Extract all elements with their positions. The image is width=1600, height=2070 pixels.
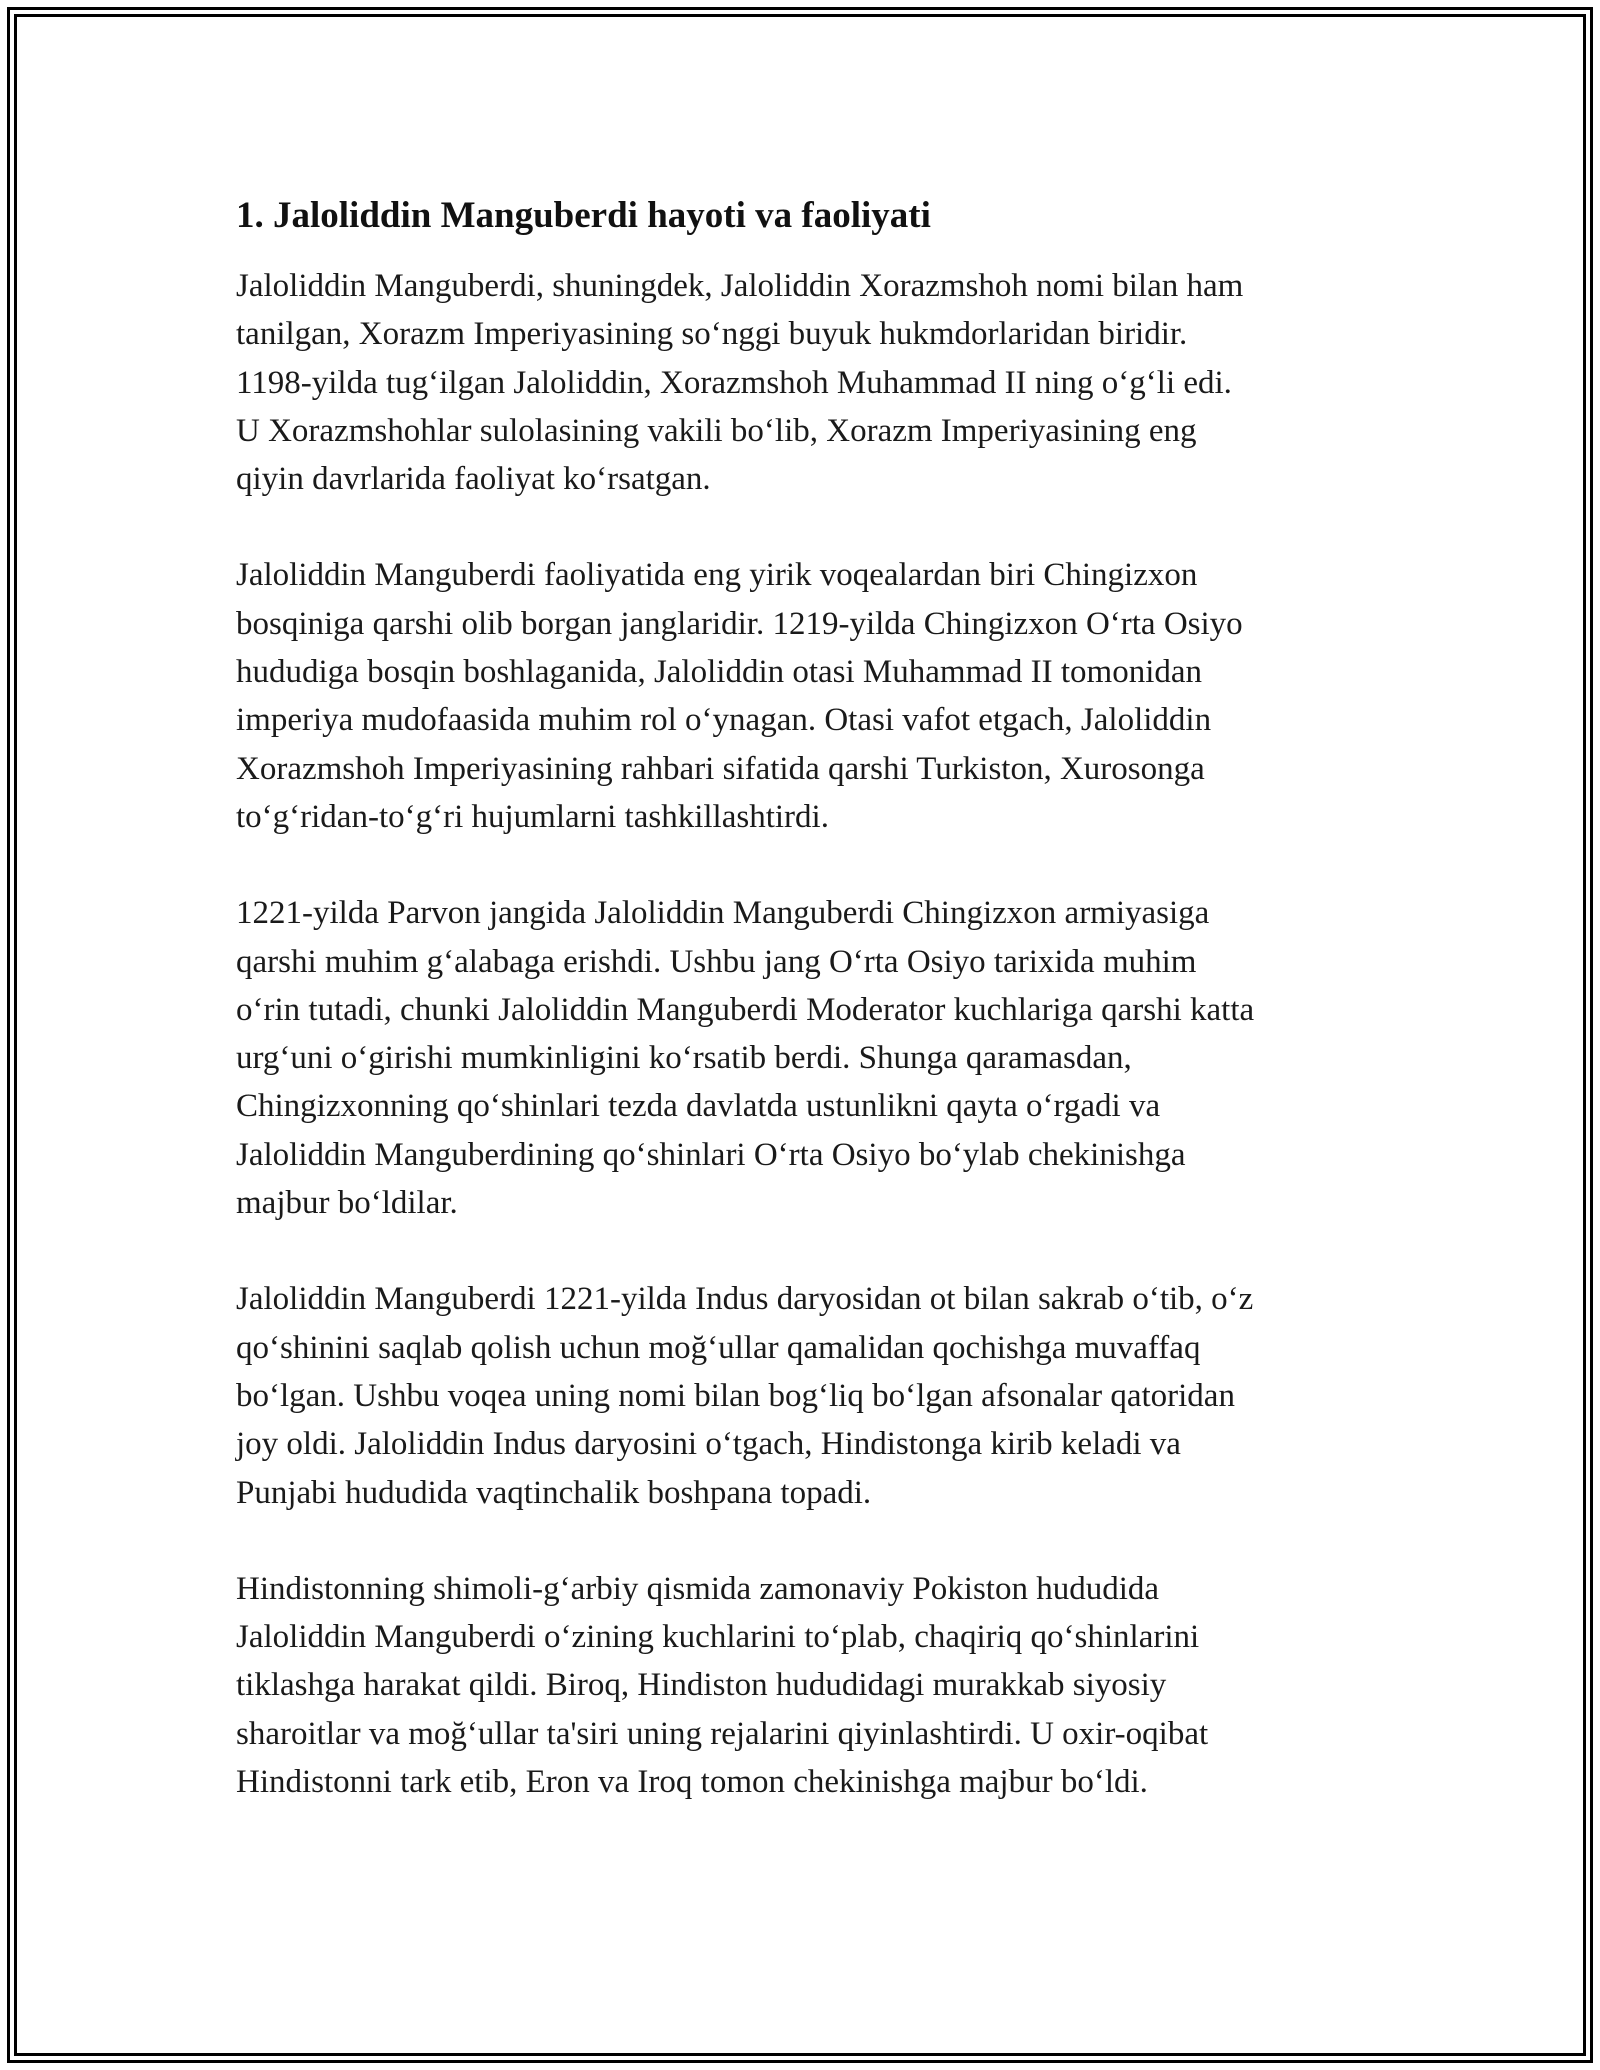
paragraph-list — [236, 262, 1386, 1806]
paragraph-line: 1198-yilda tug‘ilgan Jaloliddin, Xorazmshoh Muhammad II ning o‘g‘li edi. — [236, 364, 1232, 401]
paragraph-line: Chingizxonning qo‘shinlari tezda davlatda ustunlikni qayta o‘rgadi va — [236, 1088, 1161, 1125]
paragraph-line: bosqiniga qarshi olib borgan janglaridir. 1219-yilda Chingizxon O‘rta Osiyo — [236, 605, 1243, 642]
paragraph-line: Jaloliddin Manguberdi o‘zining kuchlarini to‘plab, chaqiriq qo‘shinlarini — [236, 1619, 1200, 1656]
paragraph — [236, 551, 1386, 841]
paragraph — [236, 1565, 1386, 1806]
paragraph-line: tanilgan, Xorazm Imperiyasining so‘nggi buyuk hukmdorlaridan biridir. — [236, 316, 1188, 353]
paragraph — [236, 262, 1386, 503]
paragraph — [236, 889, 1386, 1227]
paragraph-line: tiklashga harakat qildi. Biroq, Hindiston hududidagi murakkab siyosiy — [236, 1667, 1167, 1704]
paragraph-line: Jaloliddin Manguberdining qo‘shinlari O‘rta Osiyo bo‘ylab chekinishga — [236, 1136, 1186, 1173]
paragraph-line: Jaloliddin Manguberdi faoliyatida eng yirik voqealardan biri Chingizxon — [236, 557, 1198, 594]
paragraph-line: qarshi muhim g‘alabaga erishdi. Ushbu jang O‘rta Osiyo tarixida muhim — [236, 943, 1197, 980]
paragraph-line: U Xorazmshohlar sulolasining vakili bo‘lib, Xorazm Imperiyasining eng — [236, 412, 1197, 449]
paragraph-line: Jaloliddin Manguberdi 1221-yilda Indus daryosidan ot bilan sakrab o‘tib, o‘z — [236, 1281, 1254, 1318]
paragraph-line: qo‘shinini saqlab qolish uchun moğ‘ullar qamalidan qochishga muvaffaq — [236, 1329, 1201, 1366]
paragraph — [236, 1275, 1386, 1516]
paragraph-line: hududiga bosqin boshlaganida, Jaloliddin otasi Muhammad II tomonidan — [236, 654, 1203, 691]
paragraph-line: Hindistonni tark etib, Eron va Iroq tomon chekinishga majbur bo‘ldi. — [236, 1764, 1148, 1801]
section-heading: 1. Jaloliddin Manguberdi hayoti va faoliyati — [236, 195, 931, 236]
paragraph-line: urg‘uni o‘girishi mumkinligini ko‘rsatib berdi. Shunga qaramasdan, — [236, 1040, 1132, 1077]
paragraph-line: o‘rin tutadi, chunki Jaloliddin Manguberdi Moderator kuchlariga qarshi katta — [236, 991, 1255, 1028]
paragraph-line: to‘g‘ridan-to‘g‘ri hujumlarni tashkillashtirdi. — [236, 798, 829, 835]
paragraph-line: 1221-yilda Parvon jangida Jaloliddin Manguberdi Chingizxon armiyasiga — [236, 895, 1210, 932]
paragraph-line: majbur bo‘ldilar. — [236, 1185, 458, 1222]
paragraph-line: Xorazmshoh Imperiyasining rahbari sifatida qarshi Turkiston, Xurosonga — [236, 750, 1205, 787]
paragraph-line: sharoitlar va moğ‘ullar ta'siri uning rejalarini qiyinlashtirdi. U oxir-oqibat — [236, 1715, 1209, 1752]
paragraph-line: joy oldi. Jaloliddin Indus daryosini o‘tgach, Hindistonga kirib keladi va — [236, 1426, 1181, 1463]
paragraph-line: bo‘lgan. Ushbu voqea uning nomi bilan bog‘liq bo‘lgan afsonalar qatoridan — [236, 1377, 1235, 1414]
paragraph-line: qiyin davrlarida faoliyat ko‘rsatgan. — [236, 461, 711, 498]
paragraph-line: imperiya mudofaasida muhim rol o‘ynagan. Otasi vafot etgach, Jaloliddin — [236, 702, 1212, 739]
document-body — [236, 190, 1386, 1854]
paragraph-line: Jaloliddin Manguberdi, shuningdek, Jaloliddin Xorazmshoh nomi bilan ham — [236, 268, 1244, 304]
paragraph-line: Hindistonning shimoli-g‘arbiy qismida zamonaviy Pokiston hududida — [236, 1570, 1160, 1607]
paragraph-line: Punjabi hududida vaqtinchalik boshpana topadi. — [236, 1474, 872, 1511]
